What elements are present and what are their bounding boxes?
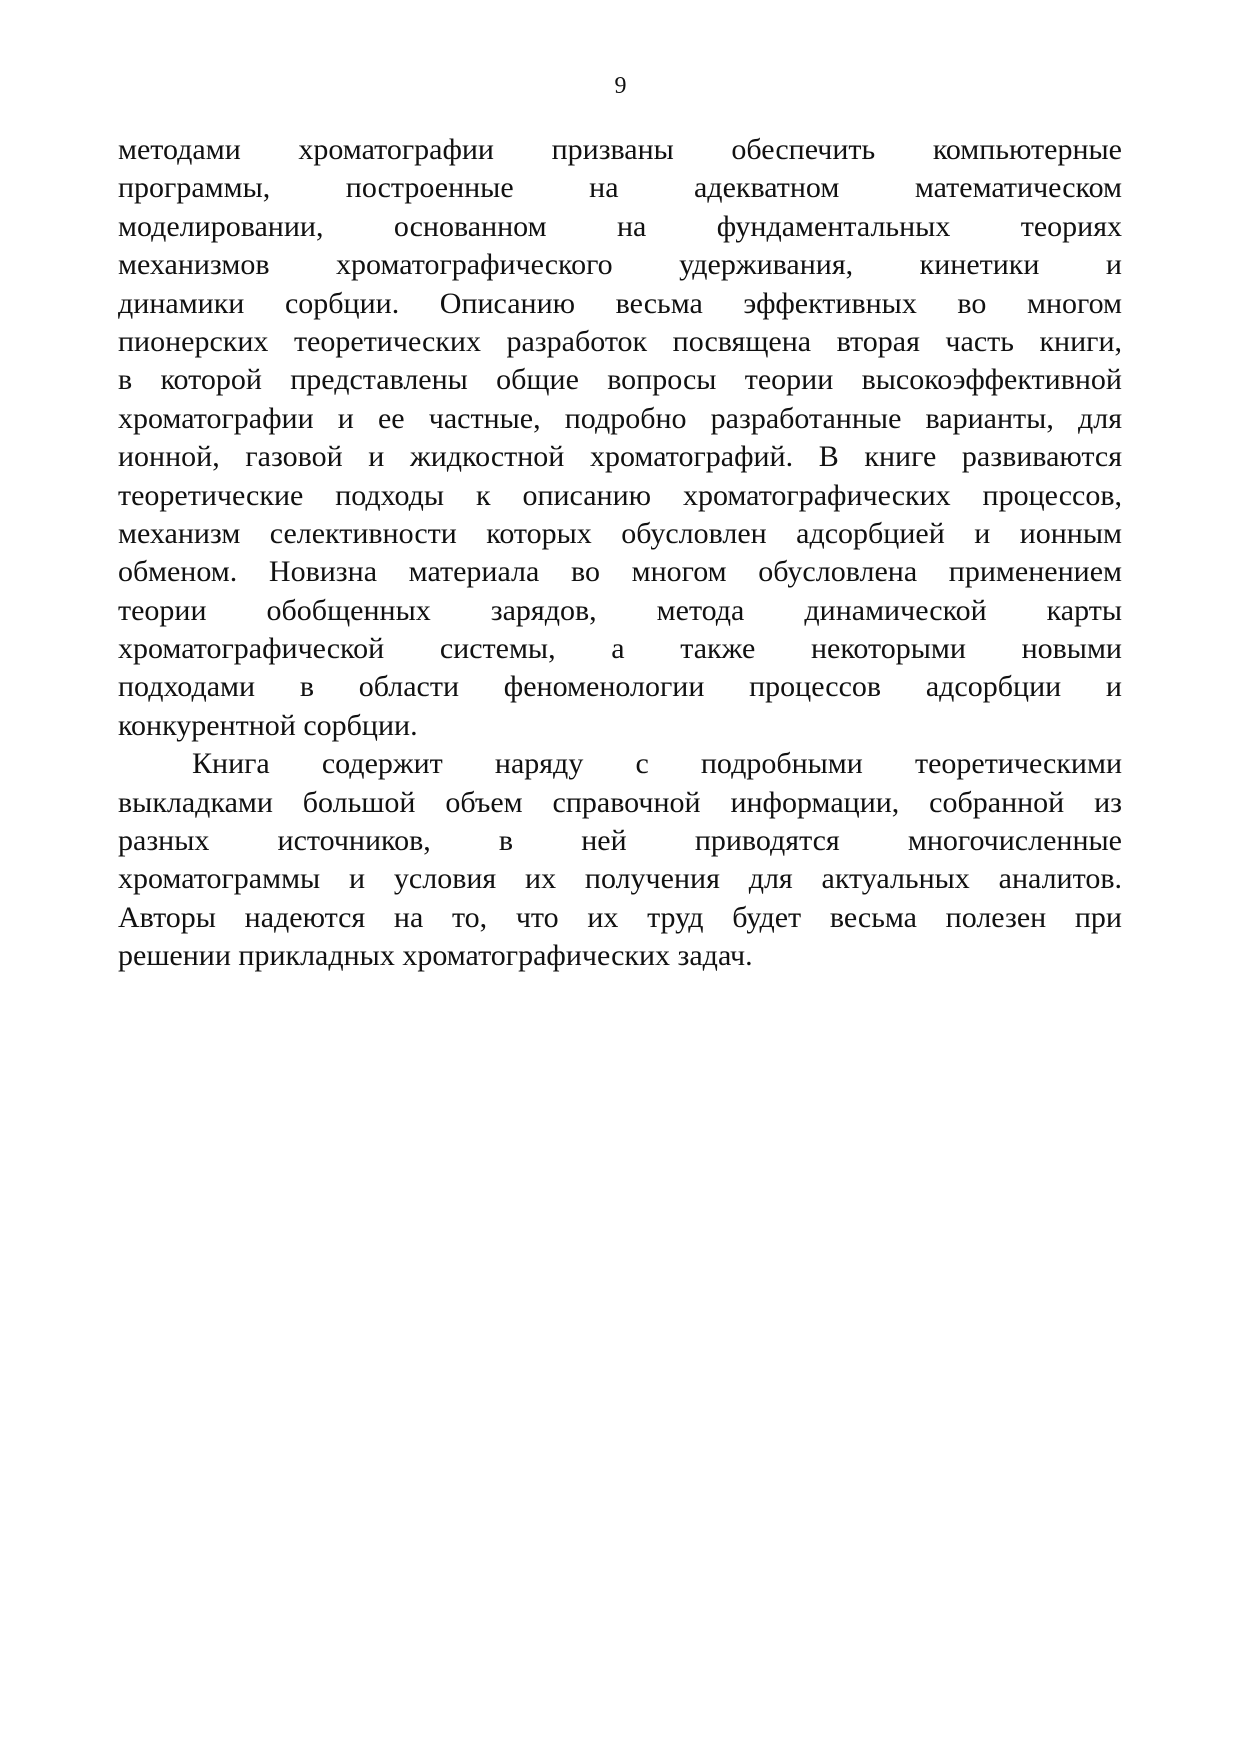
text-line: программы, построенные на адекватном математическом (118, 171, 1122, 205)
page-number: 9 (614, 73, 627, 99)
text-line: механизмов хроматографического удерживания, кинетики и (118, 248, 1122, 282)
text-line: разных источников, в ней приводятся многочисленные (118, 824, 1122, 858)
text-line: обменом. Новизна материала во многом обусловлена применением (118, 555, 1122, 589)
text-line: выкладками большой объем справочной информации, собранной из (118, 785, 1122, 819)
text-line: ионной, газовой и жидкостной хроматографий. В книге развиваются (118, 440, 1122, 474)
text-line: подходами в области феноменологии процессов адсорбции и (118, 670, 1122, 704)
text-line: динамики сорбции. Описанию весьма эффективных во многом (118, 286, 1122, 320)
paragraph-end-line: конкурентной сорбции. (118, 708, 418, 742)
paragraph-end-line: решении прикладных хроматографических задач. (118, 939, 753, 973)
text-line: теоретические подходы к описанию хроматографических процессов, (118, 478, 1122, 512)
text-line: теории обобщенных зарядов, метода динамической карты (118, 593, 1122, 627)
text-line: моделировании, основанном на фундаментальных теориях (118, 209, 1122, 243)
text-line: Авторы надеются на то, что их труд будет весьма полезен при (118, 900, 1122, 934)
text-line: хроматографической системы, а также некоторыми новыми (118, 632, 1122, 666)
text-line: механизм селективности которых обусловлен адсорбцией и ионным (118, 516, 1122, 550)
body-text (118, 131, 1122, 976)
text-line: хроматографии и ее частные, подробно разработанные варианты, для (118, 401, 1122, 435)
text-line: в которой представлены общие вопросы теории высокоэффективной (118, 363, 1122, 397)
text-line: пионерских теоретических разработок посвящена вторая часть книги, (118, 324, 1122, 358)
text-line: хроматограммы и условия их получения для актуальных аналитов. (118, 862, 1122, 896)
text-line: методами хроматографии призваны обеспечить компьютерные (118, 133, 1122, 166)
paragraph-start-line: Книга содержит наряду с подробными теоретическими (192, 747, 1122, 781)
